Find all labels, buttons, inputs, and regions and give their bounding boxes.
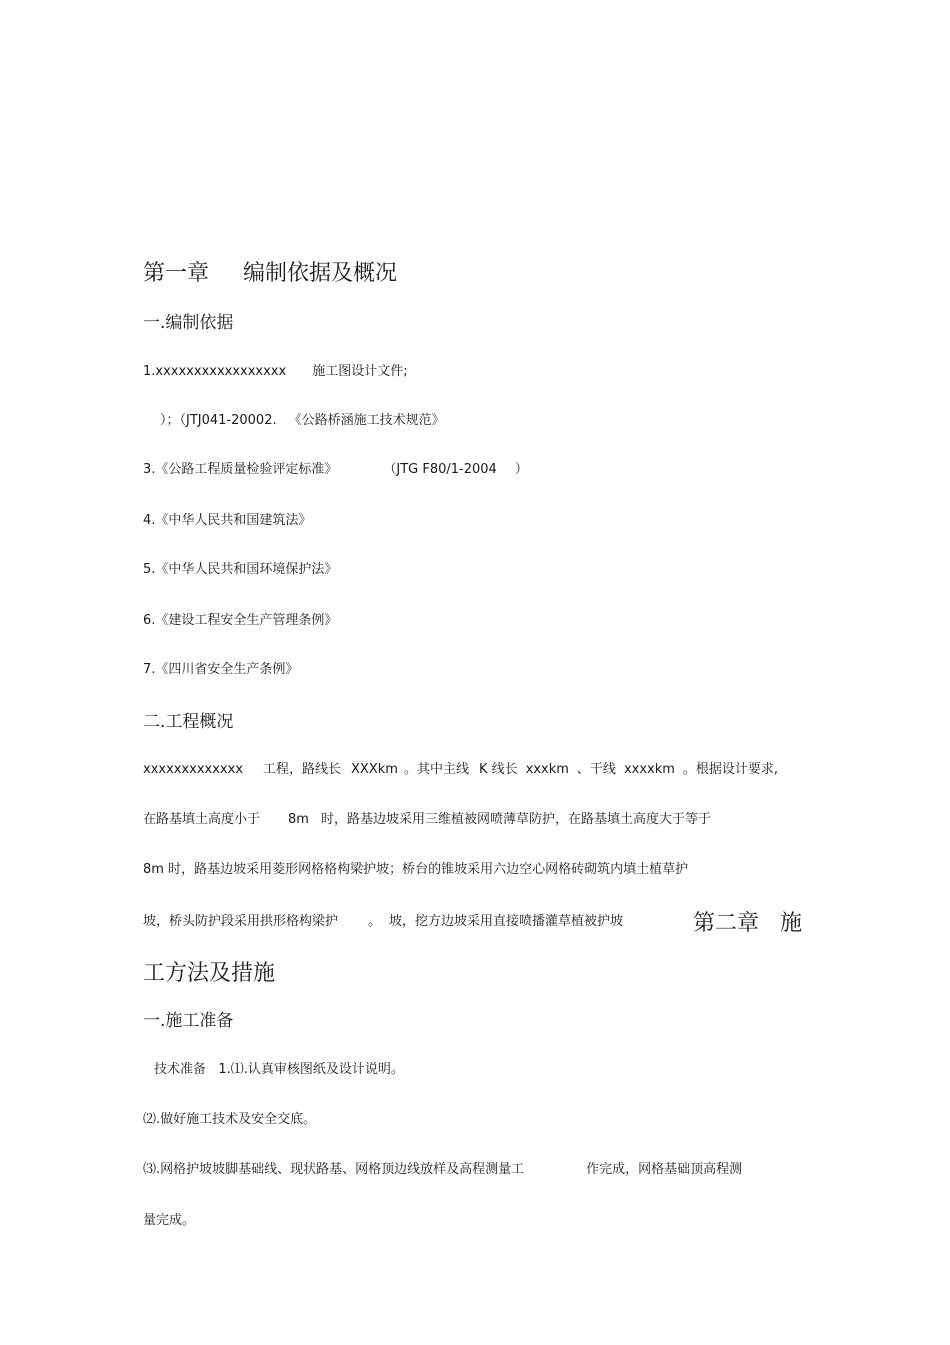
overview-text: 坡，挖方边坡采用直接喷播灌草植被护坡 — [389, 914, 624, 929]
overview-line-4 — [143, 910, 623, 929]
item-3-code: （JTG F80/1-2004 — [383, 462, 497, 477]
project-name: xxxxxxxxxxxxx — [143, 762, 244, 777]
overview-text: 。其中主线 — [403, 762, 469, 777]
height-value: 8m — [288, 812, 309, 827]
item-2-text: 《公路桥涵施工技术规范》 — [288, 413, 445, 428]
route-length: XXXkm — [351, 762, 398, 777]
basis-item-4: 4.《中华人民共和国建筑法》 — [143, 513, 312, 528]
overview-period: 。 — [368, 914, 382, 929]
item-3-text: 3.《公路工程质量检验评定标准》 — [143, 462, 338, 477]
prep-line-2: ⑵.做好施工技术及安全交底。 — [143, 1112, 317, 1127]
prep-text: 作完成，网格基础顶高程测 — [586, 1162, 743, 1177]
overview-line-1 — [143, 758, 778, 777]
item-2-code: ）；（JTJ041-20002. — [160, 413, 277, 428]
overview-line-3: 8m 时，路基边坡采用菱形网格格构梁护坡；桥台的锥坡采用六边空心网格砖砌筑内填土植草护 — [143, 862, 689, 877]
prep-line-1: 技术准备 1.⑴.认真审核图纸及设计说明。 — [154, 1062, 404, 1077]
prep-text: ⑶.网格护坡坡脚基础线、现状路基、网格顶边线放样及高程测量工 — [143, 1162, 525, 1177]
overview-text: 坡，桥头防护段采用拱形格构梁护 — [143, 914, 339, 929]
overview-text: 在路基填土高度小于 — [143, 812, 261, 827]
chapter-2-heading-part1: 第二章 施 — [693, 911, 802, 936]
basis-item-6: 6.《建设工程安全生产管理条例》 — [143, 613, 338, 628]
overview-text: 、干线 — [576, 762, 616, 777]
section-overview-heading: 二.工程概况 — [143, 712, 234, 732]
chapter-1-number: 第一章 — [143, 261, 210, 286]
item-1-code: 1.xxxxxxxxxxxxxxxxx — [143, 364, 287, 379]
overview-text: 。根据设计要求, — [682, 762, 779, 777]
chapter-2-heading-part2: 工方法及措施 — [143, 961, 276, 986]
overview-text: 时，路基边坡采用三维植被网喷薄草防护，在路基填土高度大于等于 — [320, 812, 711, 827]
section-prep-heading: 一.施工准备 — [143, 1011, 234, 1031]
section-basis-heading: 一.编制依据 — [143, 313, 234, 333]
basis-item-5: 5.《中华人民共和国环境保护法》 — [143, 562, 338, 577]
chapter-1-title: 编制依据及概况 — [243, 261, 398, 286]
overview-text: K 线长 — [478, 762, 518, 777]
basis-item-2 — [160, 409, 445, 428]
basis-item-3 — [143, 458, 528, 477]
chapter-1-heading — [143, 256, 397, 287]
prep-line-4: 量完成。 — [143, 1213, 196, 1228]
item-1-text: 施工图设计文件; — [312, 364, 408, 379]
prep-line-3 — [143, 1158, 742, 1177]
basis-item-1 — [143, 360, 408, 379]
overview-text: 工程，路线长 — [263, 762, 342, 777]
main-line-length: xxxkm — [525, 762, 569, 777]
item-3-close: ） — [514, 462, 528, 477]
overview-line-2 — [143, 808, 711, 827]
basis-item-7: 7.《四川省安全生产条例》 — [143, 662, 299, 677]
branch-line-length: xxxxkm — [623, 762, 675, 777]
